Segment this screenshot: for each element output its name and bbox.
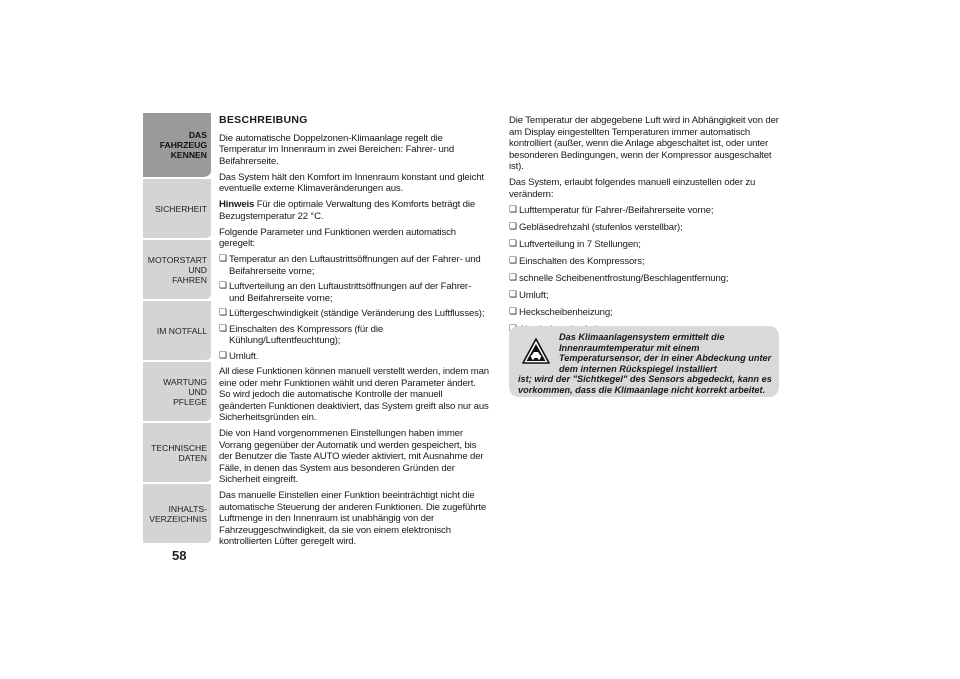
auto-functions-list [219,254,489,362]
tab-label: WARTUNG UND PFLEGE [163,376,207,407]
hint-label: Hinweis [219,199,255,210]
tab-label: SICHERHEIT [154,203,207,214]
tab-im-notfall[interactable] [143,301,211,362]
list-item: ❏ Umluft. [219,351,489,363]
warning-text [518,332,773,395]
tab-label: TECHNISCHE DATEN [151,442,207,463]
tab-label: IM NOTFALL [156,325,207,336]
paragraph: Das System hält den Komfort im Innenraum konstant und gleicht eventuelle externe Klimaveränderungen aus. [219,171,484,194]
paragraph: Das manuelle Einstellen einer Funktion beeinträchtigt nicht die automatische Steuerung der anderen Funktionen. Die zugeführte Luftmenge in den Innenraum ist unabhängig von der Fahrzeuggeschwindigkeit, da sie von einem elektronisch kontrollierten Lüfter geregelt wird. [219,490,487,547]
list-item: ❏ Gebläsedrehzahl (stufenlos verstellbar); [509,222,781,234]
hint-paragraph [219,199,489,222]
manual-functions-list [509,205,781,336]
list-item: ❏ Luftverteilung in 7 Stellungen; [509,239,781,251]
tab-technische-daten[interactable] [143,423,211,484]
list-item: ❏ schnelle Scheibenentfrostung/Beschlagentfernung; [509,273,781,285]
tab-label: DAS FAHRZEUG KENNEN [159,130,207,160]
tab-inhaltsverzeichnis[interactable] [143,484,211,545]
list-item: ❏ Umluft; [509,290,781,302]
list-item: ❏ Heckscheibenheizung; [509,307,781,319]
chapter-sidebar [143,113,211,545]
list-item: ❏ Luftverteilung an den Luftaustrittsöffnungen auf der Fahrer- und Beifahrerseite vorne; [219,281,489,304]
warning-text-full: ist; wird der "Sichtkegel" des Sensors abgedeckt, kann es vorkommen, dass die Klimaanlage nicht korrekt arbeitet. [518,374,772,395]
list-item: ❏ Einschalten des Kompressors; [509,256,781,268]
paragraph: Folgende Parameter und Funktionen werden automatisch geregelt: [219,226,456,249]
paragraph: Die automatische Doppelzonen-Klimaanlage regelt die Temperatur im Innenraum in zwei Bereichen: Fahrer- und Beifahrerseite. [219,132,455,167]
tab-label: MOTORSTART UND FAHREN [147,254,207,285]
list-item: ❏ Lufttemperatur für Fahrer-/Beifahrerseite vorne; [509,205,781,217]
left-column [219,115,489,552]
tab-wartung-und-pflege[interactable] [143,362,211,423]
page-number: 58 [172,548,187,563]
paragraph: Die von Hand vorgenommenen Einstellungen haben immer Vorrang gegenüber der Automatik und werden gespeichert, bis der Benutzer die Taste AUTO wieder aktiviert, mit Ausnahme der Fälle, in denen das System aus besonderen Gründen der Sicherheit eingreift. [219,428,484,485]
paragraph: Die Temperatur der abgegebene Luft wird in Abhängigkeit von der am Display eingestellten Temperaturen immer automatisch kontrolliert (außer, wenn die Anlage abgeschaltet ist, oder unter besonderen Bedingungen, wenn der Kompressor ausgeschaltet ist). [509,115,779,172]
tab-sicherheit[interactable] [143,179,211,240]
list-item: ❏ Einschalten des Kompressors (für die Kühlung/Luftentfeuchtung); [219,324,489,347]
list-item: ❏ Temperatur an den Luftaustrittsöffnungen auf der Fahrer- und Beifahrerseite vorne; [219,254,489,277]
warning-box [509,326,779,397]
tab-label: INHALTS- VERZEICHNIS [149,503,207,524]
paragraph: All diese Funktionen können manuell verstellt werden, indem man eine oder mehr Funktionen wählt und deren Parameter ändert. So wird jedoch die automatische Kontrolle der manuell geänderten Funktionen deaktiviert, das System greift also nur aus Sicherheitsgründen ein. [219,366,489,423]
tab-das-fahrzeug-kennen[interactable] [143,113,211,179]
section-heading: BESCHREIBUNG [219,114,308,126]
list-item: ❏ Lüftergeschwindigkeit (ständige Veränderung des Luftflusses); [219,308,489,320]
tab-motorstart-und-fahren[interactable] [143,240,211,301]
warning-text-indented: Das Klimaanlagensystem ermittelt die Innenraumtemperatur mit einem Temperatursensor, der in einer Abdeckung unter dem internen Rückspiegel installiert [559,332,772,374]
right-column [509,115,781,341]
paragraph: Das System, erlaubt folgendes manuell einzustellen oder zu verändern: [509,177,756,200]
hint-text: Für die optimale Verwaltung des Komforts beträgt die Bezugstemperatur 22 °C. [219,199,476,222]
